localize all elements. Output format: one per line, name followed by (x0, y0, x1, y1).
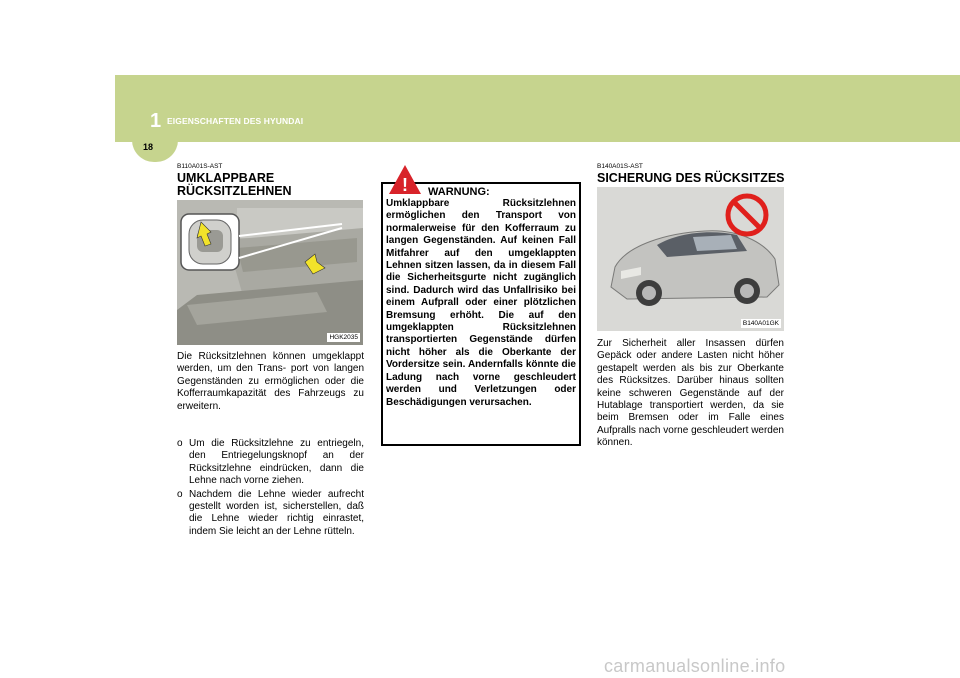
section-code-right: B140A01S-AST (597, 163, 643, 170)
heading-left-line1: UMKLAPPBARE (177, 171, 275, 185)
chapter-number: 1 (150, 110, 162, 132)
watermark: carmanualsonline.info (604, 656, 786, 676)
image-label-left: HGK2035 (329, 334, 358, 341)
page-number: 18 (143, 142, 154, 152)
instruction-list (177, 438, 364, 539)
exclamation-triangle-icon (388, 164, 422, 195)
warning-title: WARNUNG: (428, 186, 490, 198)
list-item (177, 438, 364, 488)
image-label-right: B140A01GK (742, 320, 779, 327)
warning-symbol: ! (402, 175, 408, 195)
warning-text: Umklappbare Rücksitzlehnen ermöglichen den Transport von normalerweise für den Kofferraum zu langen Gegenständen. Auf keinen Fall Mitfahrer auf den umgeklappten Lehnen sitzen lassen, da in diesem Fall die Sicherheitsgurte nicht zugänglich sind. Dadurch wird das Unfallrisiko bei einem Aufprall oder einer plötzlichen Bremsung erhöht. Die auf den umgeklappten Rücksitzlehnen transportierten Gegenstände dürfen nicht höher als die Oberkante der Vordersitze sein. Andernfalls könnte die Ladung nach vorne geschleudert werden und Verletzungen oder Beschädigungen verursachen. (386, 198, 576, 408)
rear-seat-photo (177, 200, 363, 345)
heading-left-line2: RÜCKSITZLEHNEN (177, 184, 292, 198)
intro-paragraph: Die Rücksitzlehnen können umgeklappt werden, um den Trans- port von langen Gegenständen zu ermöglichen oder die Kofferraumkapazität des Fahrzeugs zu erweitern. (177, 351, 364, 412)
bullet-text: Nachdem die Lehne wieder aufrecht gestellt worden ist, sicherstellen, daß die Lehne wieder richtig einrastet, indem Sie leicht an der Lehne rütteln. (189, 488, 364, 537)
bullet-marker: o (177, 488, 183, 500)
bullet-text: Um die Rücksitzlehne zu entriegeln, den Entriegelungsknopf an der Rücksitzlehne eindrücken, dann die Lehne nach vorne ziehen. (189, 438, 364, 487)
car-photo (597, 187, 784, 331)
heading-right: SICHERUNG DES RÜCKSITZES (597, 171, 785, 185)
section-code-left: B110A01S-AST (177, 163, 223, 170)
list-item (177, 489, 364, 539)
header-band (115, 75, 960, 142)
right-paragraph: Zur Sicherheit aller Insassen dürfen Gepäck oder andere Lasten nicht höher gestapelt werden als bis zur Oberkante des Rücksitzes. Darüber hinaus sollten keine schweren Gegenstände auf der Hutablage transportiert werden, da sie beim Bremsen oder im Falle eines Aufpralls nach vorne geschleudert werden können. (597, 338, 784, 449)
bullet-marker: o (177, 438, 183, 449)
chapter-title: EIGENSCHAFTEN DES HYUNDAI (167, 116, 304, 126)
